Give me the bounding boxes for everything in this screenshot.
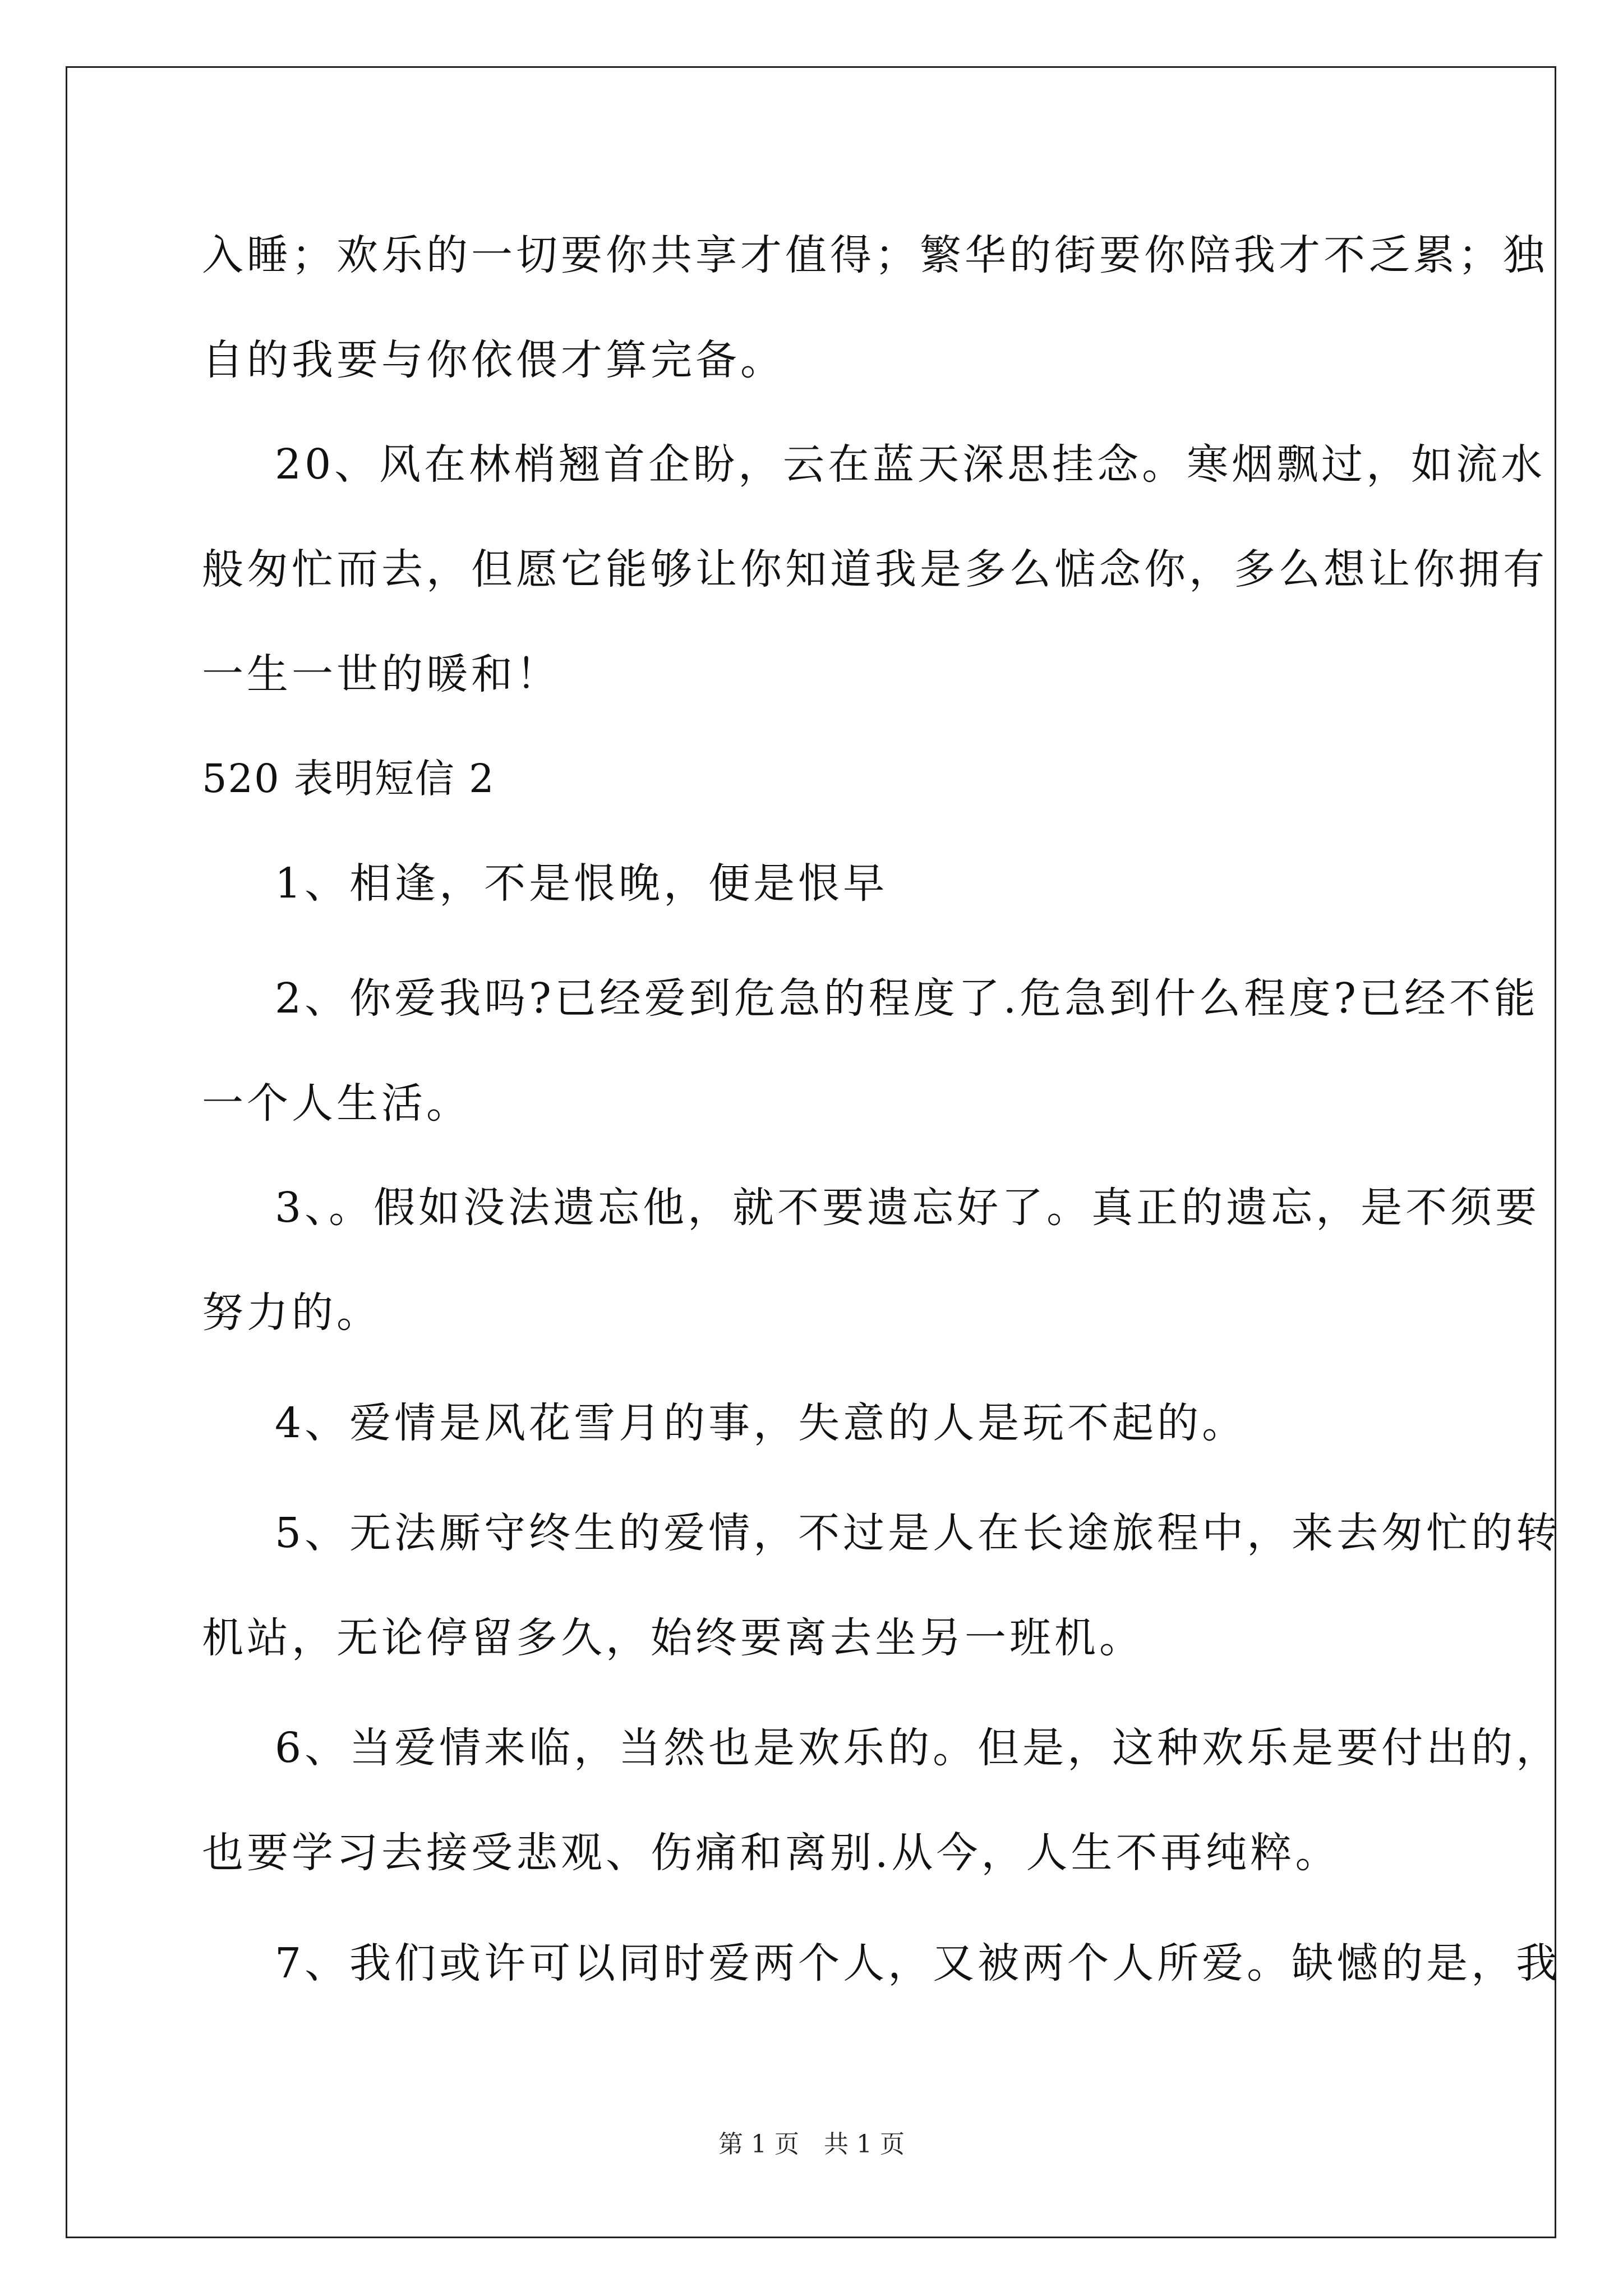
body-line: 自的我要与你依偎才算完备。 xyxy=(202,336,785,384)
body-line: 般匆忙而去，但愿它能够让你知道我是多么惦念你，多么想让你拥有 xyxy=(202,545,1548,593)
body-line: 6、当爱情来临，当然也是欢乐的。但是，这种欢乐是要付出的， xyxy=(275,1724,1561,1772)
body-line: 也要学习去接受悲观、伤痛和离别.从今，人生不再纯粹。 xyxy=(202,1829,1340,1877)
body-line: 5、无法厮守终生的爱情，不过是人在长途旅程中，来去匆忙的转 xyxy=(275,1509,1561,1557)
section-heading: 520 表明短信 2 xyxy=(202,756,495,802)
body-line: 一个人生活。 xyxy=(202,1079,471,1128)
page-number-footer: 第 1 页 共 1 页 xyxy=(718,2130,905,2159)
body-line: 努力的。 xyxy=(202,1289,381,1337)
body-line: 1、相逢，不是恨晚，便是恨早 xyxy=(275,859,888,908)
body-line: 3、。假如没法遗忘他，就不要遗忘好了。真正的遗忘，是不须要 xyxy=(275,1184,1541,1232)
body-line: 机站，无论停留多久，始终要离去坐另一班机。 xyxy=(202,1614,1144,1662)
body-line: 4、爱情是风花雪月的事，失意的人是玩不起的。 xyxy=(275,1399,1247,1447)
body-line: 入睡；欢乐的一切要你共享才值得；繁华的街要你陪我才不乏累；独 xyxy=(202,231,1548,279)
body-line: 20、风在林梢翘首企盼，云在蓝天深思挂念。寒烟飘过，如流水 xyxy=(275,440,1546,489)
page-border xyxy=(66,66,1556,2238)
body-line: 一生一世的暖和！ xyxy=(202,650,561,698)
body-line: 2、你爱我吗?已经爱到危急的程度了.危急到什么程度?已经不能 xyxy=(275,974,1539,1023)
body-line: 7、我们或许可以同时爱两个人，又被两个人所爱。缺憾的是，我 xyxy=(275,1939,1561,1987)
